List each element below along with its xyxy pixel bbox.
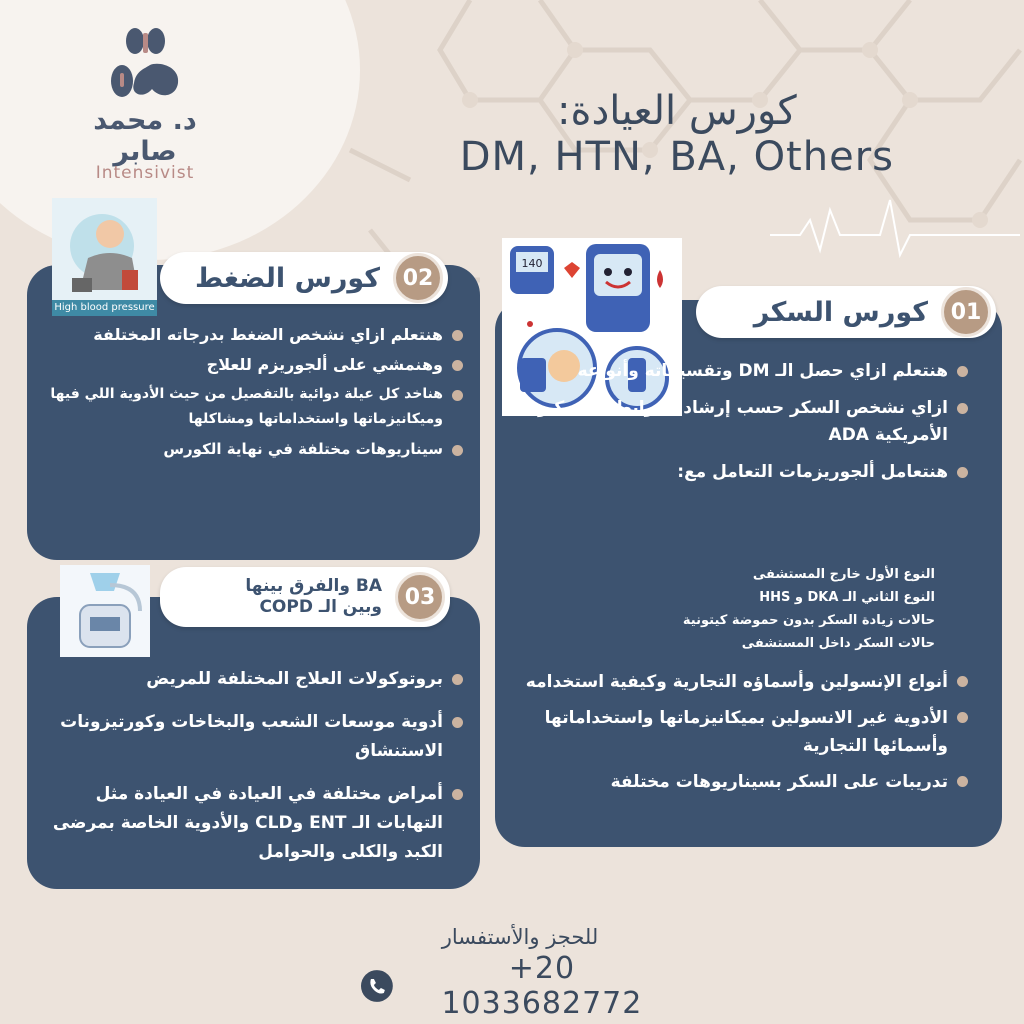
course-asthma-number: 03 (395, 572, 445, 622)
course-hypertension-list (50, 322, 465, 462)
course-hypertension-header (160, 252, 448, 304)
glucometer-reading: 140 (521, 257, 543, 270)
course-asthma-title-line-1: BA والفرق بينها (245, 576, 382, 596)
list-item: أدوية موسعات الشعب والبخاخات وكورتيزونات الاستنشاق (45, 708, 465, 766)
list-item: تدريبات على السكر بسيناريوهات مختلفة (505, 768, 970, 796)
course-diabetes-number: 01 (941, 287, 991, 337)
list-item: هناخد كل عيلة دوائية بالتفصيل من حيث الأدوية اللي فيها وميكانيزماتها واستخداماتها ومشاكلها (50, 382, 465, 432)
contact-label: للحجز والأستفسار (441, 925, 599, 949)
sub-item: النوع الثاني الـ DKA و HHS (759, 590, 935, 605)
sub-item: حالات زيادة السكر بدون حموضة كيتونية (682, 613, 935, 628)
contact-section (360, 925, 680, 1021)
doctor-name: د. محمد صابر (93, 105, 197, 167)
list-item: ازاي نشخص السكر حسب إرشادات رابطـة السكـر الأمريكية ADA (510, 395, 970, 449)
doctor-specialty: Intensivist (95, 163, 195, 183)
course-asthma-list (45, 665, 465, 867)
list-item: وهنمشي على ألجوريزم للعلاج (50, 352, 465, 377)
course-diabetes-subitems (600, 563, 955, 655)
doctor-logo (80, 25, 210, 183)
list-item: هنتعلم ازاي نشخص الضغط بدرجاته المختلفة (50, 322, 465, 347)
course-diabetes-list-2 (505, 668, 970, 796)
list-item: سيناريوهات مختلفة في نهاية الكورس (50, 437, 465, 462)
course-diabetes-title: كورس السكر (753, 296, 928, 328)
course-diabetes-list (510, 358, 970, 486)
title-line-2: DM, HTN, BA, Others (459, 134, 894, 180)
list-item: هنتعلم ازاي حصل الـ DM وتقسيماته وأنواعه (510, 358, 970, 385)
list-item: بروتوكولات العلاج المختلفة للمريض (45, 665, 465, 694)
course-asthma-title-line-2: وبين الـ COPD (259, 597, 382, 617)
course-diabetes-header (696, 286, 996, 338)
page-title (460, 88, 894, 180)
phone-number[interactable]: +20 1033682772 (441, 951, 643, 1021)
sub-item: النوع الأول خارج المستشفى (752, 567, 935, 582)
title-line-1: كورس العيادة: (557, 88, 797, 134)
blood-pressure-image (52, 198, 157, 316)
list-item: هنتعامل ألجوريزمات التعامل مع: (510, 459, 970, 486)
whatsapp-icon[interactable] (360, 969, 394, 1003)
course-asthma-header (160, 567, 450, 627)
heartbeat-line-icon (770, 190, 1020, 260)
list-item: الأدوية غير الانسولين بميكانيزماتها واستخداماتها وأسمائها التجارية (505, 704, 970, 760)
list-item: أمراض مختلفة في العيادة في العيادة مثل التهابات الـ ENT وCLD والأدوية الخاصة بمرضى الكبد والكلى والحوامل (45, 780, 465, 867)
course-hypertension-title: كورس الضغط (195, 262, 380, 294)
course-hypertension-number: 02 (393, 253, 443, 303)
blood-pressure-caption: High blood pressure (52, 300, 157, 316)
list-item: أنواع الإنسولين وأسماؤه التجارية وكيفية استخدامه (505, 668, 970, 696)
sub-item: حالات السكر داخل المستشفى (741, 636, 935, 651)
organs-icon (100, 25, 190, 103)
nebulizer-image (60, 565, 150, 657)
